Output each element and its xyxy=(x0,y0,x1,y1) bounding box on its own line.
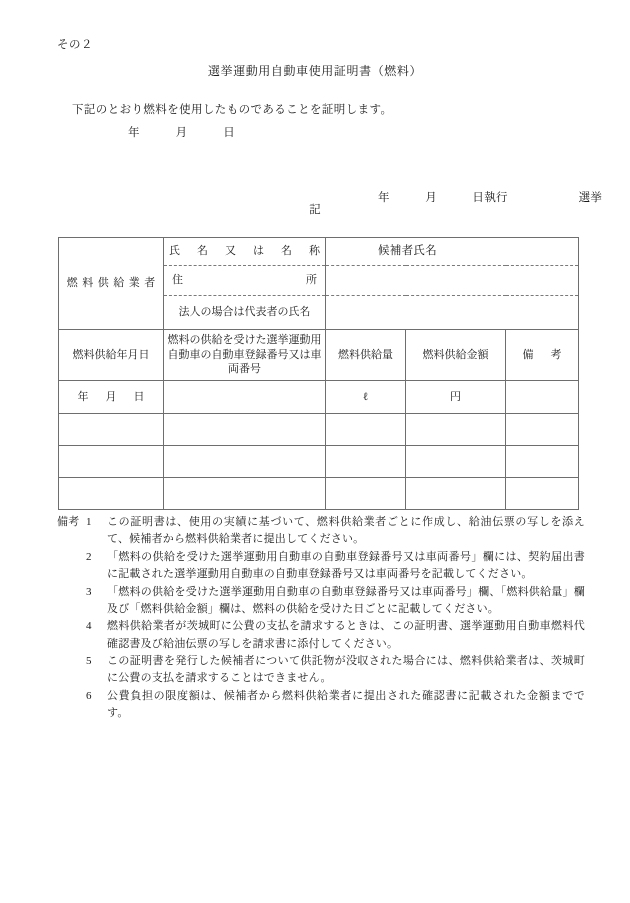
note-text: 「燃料の供給を受けた選挙運動用自動車の自動車登録番号又は車両番号」欄、「燃料供給量」欄及び「燃料供給金額」欄は、燃料の供給を受けた日ごとに記載してください。 xyxy=(107,585,585,615)
field-value-name-or-title[interactable] xyxy=(326,238,579,266)
cell-amount[interactable] xyxy=(406,446,506,478)
note-number: 2 xyxy=(86,550,92,563)
note-number: 3 xyxy=(86,585,92,598)
list-item xyxy=(86,618,585,653)
cell-quantity[interactable]: ℓ xyxy=(326,381,406,414)
field-value-address[interactable] xyxy=(326,266,579,296)
cell-vehicle-number[interactable] xyxy=(164,414,326,446)
field-value-representative[interactable] xyxy=(326,296,579,330)
field-label-representative: 法人の場合は代表者の氏名 xyxy=(164,296,326,330)
column-header-remarks: 備 考 xyxy=(506,330,579,381)
cell-quantity[interactable] xyxy=(326,478,406,510)
cell-quantity[interactable] xyxy=(326,446,406,478)
fuel-usage-table xyxy=(58,237,579,510)
list-item xyxy=(86,653,585,688)
cell-amount[interactable] xyxy=(406,414,506,446)
list-item xyxy=(86,688,585,723)
note-text: 公費負担の限度額は、候補者から燃料供給業者に提出された確認書に記載された金額までです。 xyxy=(107,689,585,720)
note-text: この証明書を発行した候補者について供託物が没収された場合には、燃料供給業者は、茨城町に公費の支払を請求することはできません。 xyxy=(107,655,585,685)
table-row-supplier-name xyxy=(59,238,579,266)
cell-supply-date[interactable] xyxy=(59,414,164,446)
cell-supply-date[interactable] xyxy=(59,446,164,478)
notes-heading: 備考 xyxy=(57,516,80,528)
column-header-amount: 燃料供給金額 xyxy=(406,330,506,381)
cell-vehicle-number[interactable] xyxy=(164,381,326,414)
note-number: 5 xyxy=(86,655,92,667)
ki-mark: 記 xyxy=(309,204,321,216)
certification-statement: 下記のとおり燃料を使用したものであることを証明します。 xyxy=(72,104,393,116)
cell-amount[interactable] xyxy=(406,478,506,510)
document-title: 選挙運動用自動車使用証明書（燃料） xyxy=(207,64,423,78)
cell-vehicle-number[interactable] xyxy=(164,446,326,478)
supplier-label-text: 燃料供給業者 xyxy=(66,277,160,290)
election-date-line: 年 月 日執行 選挙 xyxy=(378,191,603,204)
list-item xyxy=(86,549,585,584)
cell-supply-date[interactable] xyxy=(59,478,164,510)
cell-remarks[interactable] xyxy=(506,381,579,414)
table-row xyxy=(59,414,579,446)
field-label-name-or-title: 氏 名 又 は 名 称 xyxy=(164,238,326,266)
table-row-column-headers xyxy=(59,330,579,381)
list-item xyxy=(86,514,585,549)
note-text: この証明書は、使用の実績に基づいて、燃料供給業者ごとに作成し、給油伝票の写しを添えて、候補者から燃料供給業者に提出してください。 xyxy=(107,516,585,546)
field-label-address: 住 所 xyxy=(164,266,326,296)
candidate-name-line: 候補者氏名 xyxy=(378,245,437,258)
note-number: 4 xyxy=(86,620,92,633)
table-row xyxy=(59,381,579,414)
table-row xyxy=(59,446,579,478)
note-text: 「燃料の供給を受けた選挙運動用自動車の自動車登録番号又は車両番号」欄には、契約届出書に記載された選挙運動用自動車の自動車登録番号又は車両番号を記載してください。 xyxy=(107,550,585,581)
column-header-quantity: 燃料供給量 xyxy=(326,330,406,381)
table-row xyxy=(59,478,579,510)
supplier-block-label xyxy=(59,238,164,330)
cell-remarks[interactable] xyxy=(506,478,579,510)
notes-section xyxy=(57,514,585,723)
issue-date-line: 年 月 日 xyxy=(128,127,236,139)
note-text: 燃料供給業者が茨城町に公費の支払を請求するときは、この証明書、選挙運動用自動車燃料代確認書及び給油伝票の写しを請求書に添付してください。 xyxy=(107,620,585,650)
list-item xyxy=(86,584,585,619)
document-label: その２ xyxy=(57,39,93,51)
column-header-vehicle-number: 燃料の供給を受けた選挙運動用自動車の自動車登録番号又は車両番号 xyxy=(164,330,326,381)
cell-vehicle-number[interactable] xyxy=(164,478,326,510)
cell-supply-date[interactable]: 年 月 日 xyxy=(59,381,164,414)
cell-quantity[interactable] xyxy=(326,414,406,446)
cell-remarks[interactable] xyxy=(506,414,579,446)
column-header-supply-date: 燃料供給年月日 xyxy=(59,330,164,381)
note-number: 1 xyxy=(86,516,92,528)
note-number: 6 xyxy=(86,689,92,702)
cell-remarks[interactable] xyxy=(506,446,579,478)
notes-list xyxy=(86,514,585,723)
cell-amount[interactable]: 円 xyxy=(406,381,506,414)
